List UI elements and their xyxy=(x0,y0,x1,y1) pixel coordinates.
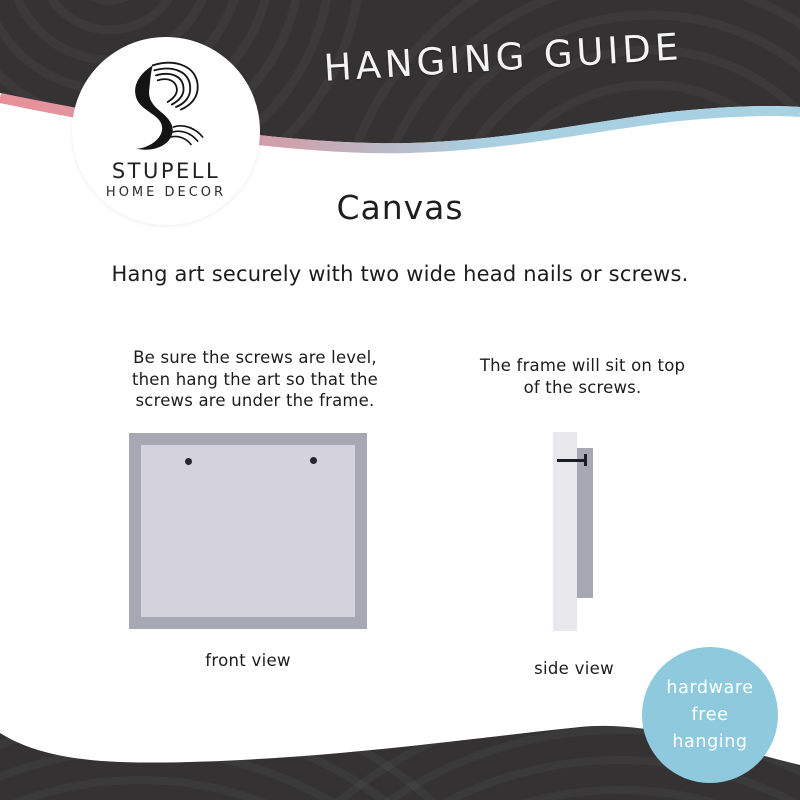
product-type-heading: Canvas xyxy=(336,188,464,227)
screw-right-icon xyxy=(310,457,317,464)
front-view-canvas-area xyxy=(141,445,355,617)
badge-line-3: hanging xyxy=(672,731,748,752)
side-view-frame-diagram xyxy=(577,448,593,598)
side-instruction-line-1: The frame will sit on top xyxy=(479,356,686,375)
front-view-caption: front view xyxy=(205,651,291,670)
front-instruction-line-1: Be sure the screws are level, xyxy=(133,348,377,367)
front-view-instruction xyxy=(110,347,400,412)
side-view-caption: side view xyxy=(534,659,614,678)
front-view-frame-diagram xyxy=(129,433,367,629)
badge-line-2: free xyxy=(691,704,729,725)
stupell-swirl-s-icon xyxy=(116,51,216,163)
brand-logo-badge xyxy=(72,37,260,225)
brand-name: STUPELL xyxy=(111,159,221,183)
brand-tagline: HOME DECOR xyxy=(105,185,227,200)
front-instruction-line-2: then hang the art so that the xyxy=(131,369,379,389)
nail-icon xyxy=(557,459,586,462)
hardware-free-badge xyxy=(642,647,778,783)
nail-head-icon xyxy=(584,454,587,466)
badge-line-1: hardware xyxy=(666,677,754,698)
side-instruction-line-2: of the screws. xyxy=(523,377,642,397)
front-instruction-line-3: screws are under the frame. xyxy=(135,391,375,410)
intro-instruction: Hang art securely with two wide head nails or screws. xyxy=(111,262,689,286)
screw-left-icon xyxy=(185,458,192,465)
page-title: HANGING GUIDE xyxy=(322,25,684,90)
side-view-instruction xyxy=(455,355,710,398)
